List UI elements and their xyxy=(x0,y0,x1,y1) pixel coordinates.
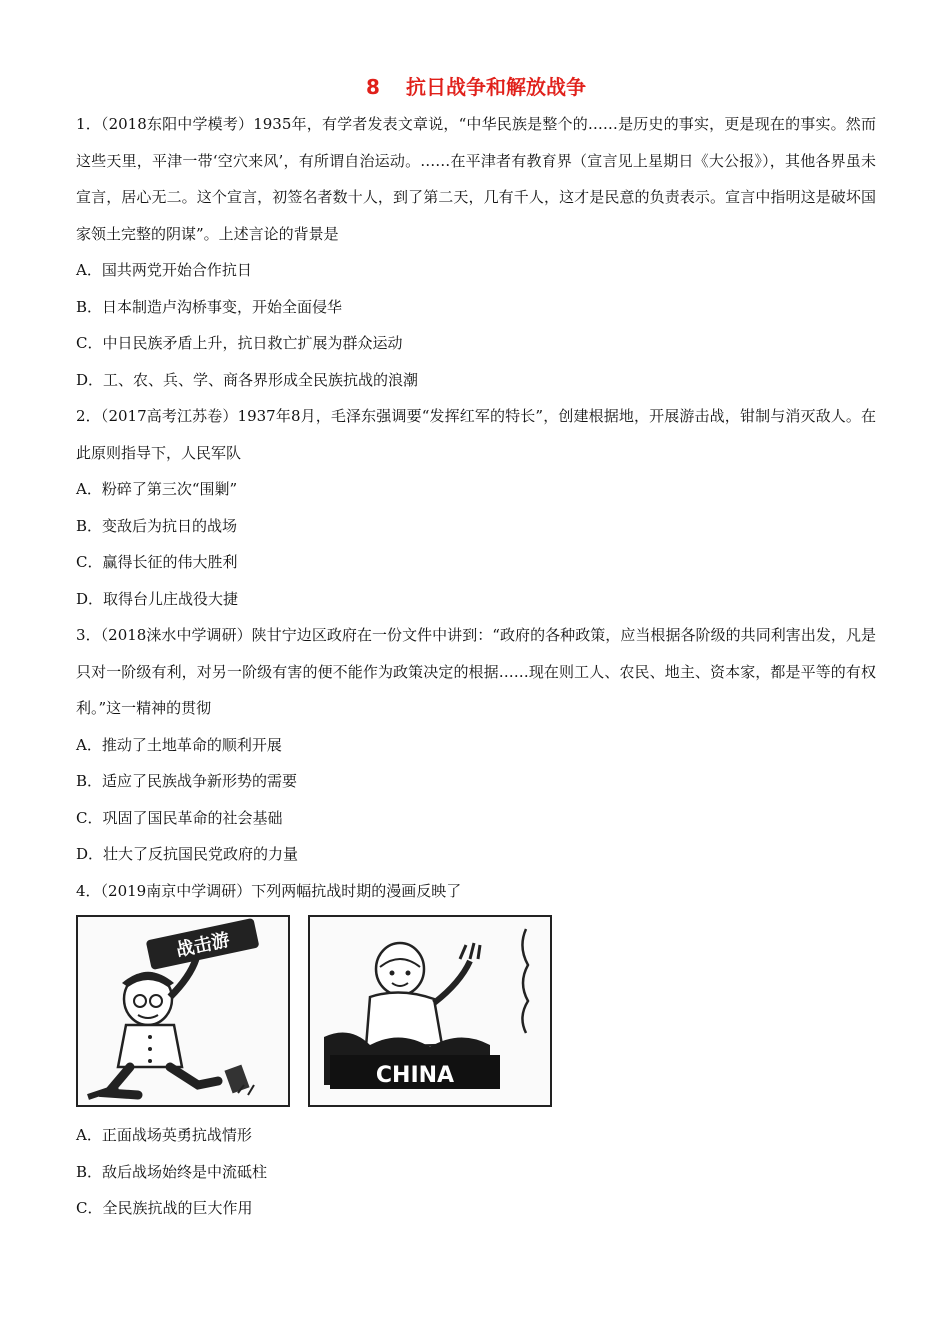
question-2-stem: 2．（2017高考江苏卷）1937年8月，毛泽东强调要“发挥红军的特长”，创建根据地，开展游击战，钳制与消灭敌人。在此原则指导下，人民军队 xyxy=(76,407,876,462)
document-page xyxy=(76,70,876,1227)
cartoon-guerrilla-image xyxy=(76,915,290,1107)
question-2-option-c[interactable]: C．赢得长征的伟大胜利 xyxy=(76,553,238,571)
question-1-option-d[interactable]: D．工、农、兵、学、商各界形成全民族抗战的浪潮 xyxy=(76,370,419,389)
chapter-title: 抗日战争和解放战争 xyxy=(405,75,586,99)
question-1-stem: 1．（2018东阳中学模考）1935年，有学者发表文章说，“中华民族是整个的……是历史的事实，更是现在的事实。然而这些天里，平津一带‘空穴来风’，有所谓自治运动。……在平津者有教育界（宣言见上星期日《大公报》），其他各界虽未宣言，居心无二。这个宣言，初签名者数十人，到了第二天，几有千人，这才是民意的负责表示。宣言中指明这是破坏国家领土完整的阴谋”。上述言论的背景是 xyxy=(76,115,876,243)
question-3-option-c[interactable]: C．巩固了国民革命的社会基础 xyxy=(76,808,283,827)
question-1-option-c[interactable]: C．中日民族矛盾上升，抗日救亡扩展为群众运动 xyxy=(76,334,403,352)
question-2-option-a[interactable]: A．粉碎了第三次“围剿” xyxy=(76,480,238,498)
question-1-option-a[interactable]: A．国共两党开始合作抗日 xyxy=(76,261,252,279)
question-3-option-b[interactable]: B．适应了民族战争新形势的需要 xyxy=(76,772,298,790)
question-2-option-d[interactable]: D．取得台儿庄战役大捷 xyxy=(76,589,239,608)
cartoon-guerrilla-drawing xyxy=(78,917,288,1105)
chapter-number: 8 xyxy=(366,75,380,99)
question-3-option-a[interactable]: A．推动了土地革命的顺利开展 xyxy=(76,735,282,754)
cartoon-china-drawing xyxy=(310,917,550,1105)
question-3-stem: 3．（2018涞水中学调研）陕甘宁边区政府在一份文件中讲到：“政府的各种政策，应当根据各阶级的共同利害出发，凡是只对一阶级有利，对另一阶级有害的便不能作为政策决定的根据……现在则工人、农民、地主、资本家，都是平等的有权利。”这一精神的贯彻 xyxy=(76,626,876,717)
cartoon-china-image xyxy=(308,915,552,1107)
cartoon-china-label: CHINA xyxy=(375,1063,455,1088)
question-4-option-a[interactable]: A．正面战场英勇抗战情形 xyxy=(76,1126,252,1144)
question-1-option-b[interactable]: B．日本制造卢沟桥事变，开始全面侵华 xyxy=(76,297,343,316)
question-3-option-d[interactable]: D．壮大了反抗国民党政府的力量 xyxy=(76,845,299,863)
question-4-option-b[interactable]: B．敌后战场始终是中流砥柱 xyxy=(76,1162,268,1181)
cartoon-banner-text: 战击游 xyxy=(174,929,232,962)
question-4-stem: 4．（2019南京中学调研）下列两幅抗战时期的漫画反映了 xyxy=(76,881,462,900)
page-title xyxy=(76,70,876,104)
question-4-option-c[interactable]: C．全民族抗战的巨大作用 xyxy=(76,1199,253,1217)
question-2-option-b[interactable]: B．变敌后为抗日的战场 xyxy=(76,516,238,535)
cartoon-pair xyxy=(76,915,876,1109)
